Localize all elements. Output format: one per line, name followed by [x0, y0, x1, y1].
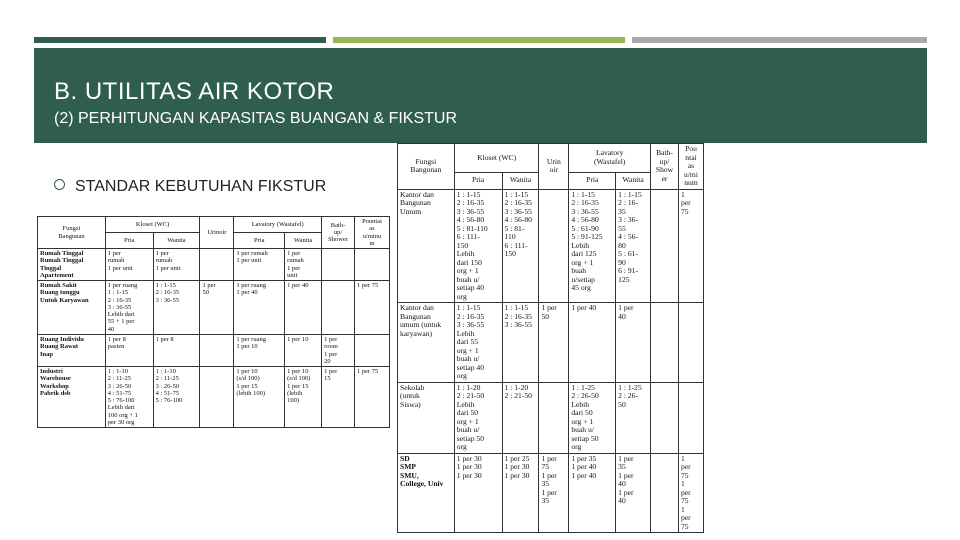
cell-kloset-wanita: 1 : 1-20 2 : 21-50 — [502, 382, 539, 453]
circle-bullet-icon — [54, 179, 65, 190]
cell-fungsi: Rumah Tinggal Rumah Tinggal Tinggal Apartement — [38, 249, 106, 281]
header-kloset: Kloset (WC) — [454, 144, 539, 173]
cell-kloset-pria: 1 per ruang 1 : 1-15 2 : 16-35 3 : 36-55 Lebih dari 55 + 1 per 40 — [105, 281, 153, 335]
cell-lavatory-pria: 1 : 1-25 2 : 26-50 Lebih dari 50 org + 1 buah u/ setiap 50 org — [569, 382, 616, 453]
cell-bath — [651, 303, 679, 383]
cell-lavatory-wanita: 1 per 40 — [285, 281, 322, 335]
cell-kloset-pria: 1 : 1-20 2 : 21-50 Lebih dari 50 org + 1 buah u/ setiap 50 org — [454, 382, 502, 453]
cell-kloset-wanita: 1 per 25 1 per 30 1 per 30 — [502, 453, 539, 533]
cell-urinoir — [539, 382, 569, 453]
cell-fungsi: Kantor dan Bangunan umum (untuk karyawan) — [398, 303, 455, 383]
cell-lavatory-pria: 1 per ruang 1 per 40 — [234, 281, 285, 335]
accent-bar-1 — [34, 37, 326, 43]
header-bath: Bath- up/ Shower — [322, 217, 355, 249]
cell-lavatory-pria: 1 per 10 (s/d 100) 1 per 15 (lebih 100) — [234, 367, 285, 428]
cell-lavatory-pria: 1 per 40 — [569, 303, 616, 383]
header-kloset-wanita: Wanita — [502, 172, 539, 189]
cell-bath — [322, 281, 355, 335]
table-row — [38, 334, 390, 366]
cell-fungsi: Ruang Individu Ruang Rawat Inap — [38, 334, 106, 366]
cell-lavatory-pria: 1 per rumah 1 per unit — [234, 249, 285, 281]
cell-fungsi: Industri Warehouse Workshop Pabrik dsb — [38, 367, 106, 428]
cell-kloset-pria: 1 : 1-15 2 : 16-35 3 : 36-55 Lebih dari 55 org + 1 buah u/ setiap 40 org — [454, 303, 502, 383]
cell-bath — [651, 453, 679, 533]
cell-kloset-pria: 1 : 1-15 2 : 16-35 3 : 36-55 4 : 56-80 5 : 81-110 6 : 111- 150 Lebih dari 150 org + 1 buah u/ setiap 40 org — [454, 189, 502, 303]
cell-bath: 1 per room 1 per 20 — [322, 334, 355, 366]
cell-urinoir: 1 per 50 — [200, 281, 234, 335]
cell-bath: 1 per 15 — [322, 367, 355, 428]
bullet-text: STANDAR KEBUTUHAN FIKSTUR — [75, 178, 327, 195]
cell-kloset-wanita: 1 : 1-15 2 : 16-35 3 : 36-55 — [502, 303, 539, 383]
header-lavatory-pria: Pria — [569, 172, 616, 189]
bullet-item — [54, 178, 326, 196]
slide-title: B. UTILITAS AIR KOTOR — [54, 78, 335, 105]
cell-pountain: 1 per 75 — [678, 189, 703, 303]
header-pountain: Pou ntai as u/mi num — [678, 144, 703, 190]
cell-bath — [322, 249, 355, 281]
table-row — [398, 189, 704, 303]
cell-kloset-pria: 1 per 8 pasien — [105, 334, 153, 366]
cell-lavatory-wanita: 1 : 1-25 2 : 26- 50 — [616, 382, 651, 453]
table-row — [38, 249, 390, 281]
cell-fungsi: Rumah Sakit Ruang tunggu Untuk Karyawan — [38, 281, 106, 335]
slide-subtitle: (2) PERHITUNGAN KAPASITAS BUANGAN & FIKSTUR — [54, 110, 458, 127]
cell-bath — [651, 189, 679, 303]
fixture-standard-table-right — [397, 143, 704, 533]
cell-fungsi: SD SMP SMU, College, Univ — [398, 453, 455, 533]
cell-lavatory-wanita: 1 per rumah 1 per unit — [285, 249, 322, 281]
table-row — [398, 303, 704, 383]
cell-urinoir — [200, 334, 234, 366]
cell-lavatory-wanita: 1 per 40 — [616, 303, 651, 383]
cell-bath — [651, 382, 679, 453]
cell-urinoir: 1 per 75 1 per 35 1 per 35 — [539, 453, 569, 533]
header-pountain: Pountai as u/minu m — [355, 217, 390, 249]
header-lavatory-pria: Pria — [234, 233, 285, 249]
cell-lavatory-wanita: 1 : 1-15 2 : 16- 35 3 : 36- 55 4 : 56- 80 5 : 61- 90 6 : 91- 125 — [616, 189, 651, 303]
cell-pountain — [355, 334, 390, 366]
cell-pountain: 1 per 75 — [355, 281, 390, 335]
cell-pountain: 1 per 75 — [355, 367, 390, 428]
accent-bar-3 — [632, 37, 927, 43]
accent-bar-2 — [333, 37, 625, 43]
cell-pountain — [355, 249, 390, 281]
table-row — [38, 281, 390, 335]
cell-lavatory-wanita: 1 per 10 — [285, 334, 322, 366]
table-row — [38, 367, 390, 428]
cell-fungsi: Sekolah (untuk Siswa) — [398, 382, 455, 453]
cell-kloset-pria: 1 : 1-10 2 : 11-25 3 : 26-50 4 : 51-75 5 : 76-100 Lebih dari 100 org + 1 per 30 org — [105, 367, 153, 428]
cell-lavatory-wanita: 1 per 35 1 per 40 1 per 40 — [616, 453, 651, 533]
cell-urinoir — [200, 249, 234, 281]
cell-pountain — [678, 303, 703, 383]
cell-kloset-wanita: 1 : 1-15 2 : 16-35 3 : 36-55 — [153, 281, 200, 335]
header-fungsi: Fungsi Bangunan — [398, 144, 455, 190]
header-kloset-pria: Pria — [105, 233, 153, 249]
cell-pountain — [678, 382, 703, 453]
header-bath: Bath- up/ Show er — [651, 144, 679, 190]
cell-kloset-wanita: 1 per rumah 1 per unit — [153, 249, 200, 281]
cell-lavatory-pria: 1 per ruang 1 per 10 — [234, 334, 285, 366]
header-lavatory-wanita: Wanita — [285, 233, 322, 249]
header-lavatory: Lavatory (Wastafel) — [234, 217, 322, 233]
header-lavatory-wanita: Wanita — [616, 172, 651, 189]
cell-pountain: 1 per 75 1 per 75 1 per 75 — [678, 453, 703, 533]
header-urinoir: Urin oir — [539, 144, 569, 190]
cell-urinoir — [539, 189, 569, 303]
header-kloset-wanita: Wanita — [153, 233, 200, 249]
cell-urinoir — [200, 367, 234, 428]
fixture-standard-table-left — [37, 216, 390, 428]
cell-kloset-pria: 1 per 30 1 per 30 1 per 30 — [454, 453, 502, 533]
cell-lavatory-pria: 1 per 35 1 per 40 1 per 40 — [569, 453, 616, 533]
cell-kloset-wanita: 1 per 8 — [153, 334, 200, 366]
table-row — [398, 382, 704, 453]
header-lavatory: Lavatory (Wastafel) — [569, 144, 651, 173]
table-row — [398, 453, 704, 533]
header-kloset: Kloset (WC) — [105, 217, 200, 233]
header-fungsi: Fungsi Bangunan — [38, 217, 106, 249]
cell-fungsi: Kantor dan Bangunan Umum — [398, 189, 455, 303]
cell-kloset-wanita: 1 : 1-10 2 : 11-25 3 : 26-50 4 : 51-75 5 : 76-100 — [153, 367, 200, 428]
cell-lavatory-pria: 1 : 1-15 2 : 16-35 3 : 36-55 4 : 56-80 5 : 61-90 5 : 91-125 Lebih dari 125 org + 1 buah u/setiap 45 org — [569, 189, 616, 303]
cell-lavatory-wanita: 1 per 10 (s/d 100) 1 per 15 (lebih 100) — [285, 367, 322, 428]
header-kloset-pria: Pria — [454, 172, 502, 189]
cell-urinoir: 1 per 50 — [539, 303, 569, 383]
header-urinoir: Urinoir — [200, 217, 234, 249]
cell-kloset-pria: 1 per rumah 1 per unit — [105, 249, 153, 281]
cell-kloset-wanita: 1 : 1-15 2 : 16-35 3 : 36-55 4 : 56-80 5 : 81- 110 6 : 111- 150 — [502, 189, 539, 303]
